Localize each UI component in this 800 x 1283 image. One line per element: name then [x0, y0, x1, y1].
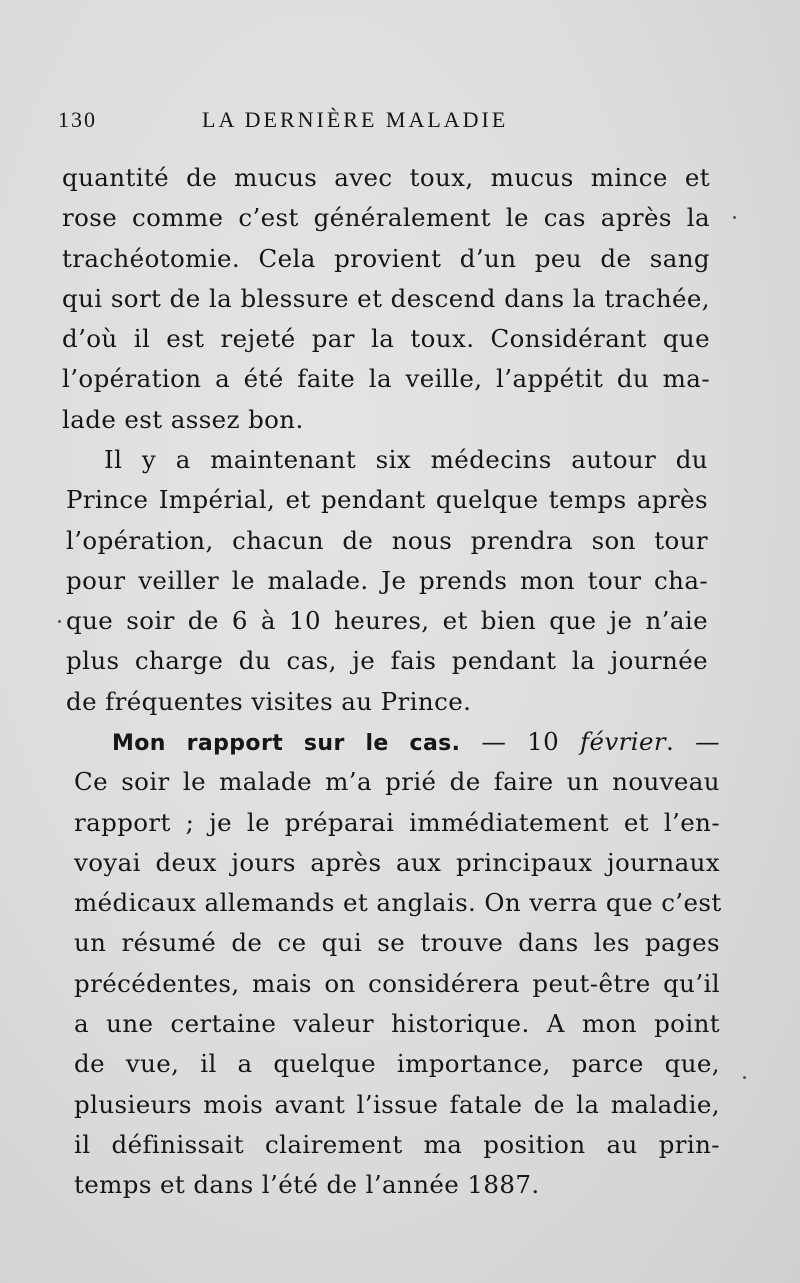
- page-header: [58, 103, 578, 137]
- text-line: Il y a maintenant six médecins autour du: [104, 445, 708, 474]
- date-italic: février: [580, 727, 666, 756]
- text-line: rapport ; je le préparai immédiatement et l’en-: [74, 807, 720, 837]
- text-line: médicaux allemands et anglais. On verra que c’est: [74, 888, 722, 918]
- paper-speck: [733, 216, 736, 219]
- page-number: 130: [58, 107, 97, 132]
- paper-speck: [743, 1076, 746, 1079]
- text-line: quantité de mucus avec toux, mucus mince et: [62, 163, 710, 192]
- paragraph-3: [74, 722, 720, 1206]
- text-line: l’opération, chacun de nous prendra son tour: [66, 525, 708, 555]
- text-line: plus charge du cas, je fais pendant la journée: [66, 646, 708, 676]
- section-heading-line: [74, 722, 720, 762]
- text-line: de fréquentes visites au Prince.: [66, 686, 472, 716]
- paper-speck: [58, 620, 61, 623]
- text-line: plusieurs mois avant l’issue fatale de la maladie,: [74, 1089, 720, 1119]
- running-title: LA DERNIÈRE MALADIE: [202, 107, 509, 132]
- text-line: un résumé de ce qui se trouve dans les pages: [74, 928, 720, 958]
- date-suffix: . —: [665, 727, 720, 756]
- paragraph-1: [62, 158, 710, 440]
- text-line: précédentes, mais on considérera peut-être qu’il: [74, 968, 720, 998]
- text-line: temps et dans l’été de l’année 1887.: [74, 1170, 540, 1200]
- text-line: de vue, il a quelque importance, parce que,: [74, 1049, 720, 1079]
- text-line: a une certaine valeur historique. A mon point: [74, 1009, 720, 1039]
- section-title: Mon rapport sur le cas.: [112, 731, 461, 756]
- text-line: que soir de 6 à 10 heures, et bien que je n’aie: [66, 606, 708, 636]
- text-line: d’où il est rejeté par la toux. Considérant que: [62, 324, 710, 354]
- text-line: Prince Impérial, et pendant quelque temps après: [66, 485, 708, 515]
- text-line: rose comme c’est généralement le cas après la: [62, 203, 710, 233]
- paragraph-2: [66, 440, 708, 722]
- date-prefix: — 10: [460, 727, 581, 756]
- text-line: trachéotomie. Cela provient d’un peu de sang: [62, 243, 710, 273]
- text-line: pour veiller le malade. Je prends mon tour cha-: [66, 565, 708, 595]
- text-line: qui sort de la blessure et descend dans la trachée,: [62, 283, 710, 313]
- text-line: il définissait clairement ma position au prin-: [74, 1129, 720, 1159]
- text-line: Ce soir le malade m’a prié de faire un nouveau: [74, 767, 720, 797]
- text-line: voyai deux jours après aux principaux journaux: [74, 847, 720, 877]
- text-line: lade est assez bon.: [62, 404, 304, 434]
- text-line: l’opération a été faite la veille, l’appétit du ma-: [62, 364, 710, 394]
